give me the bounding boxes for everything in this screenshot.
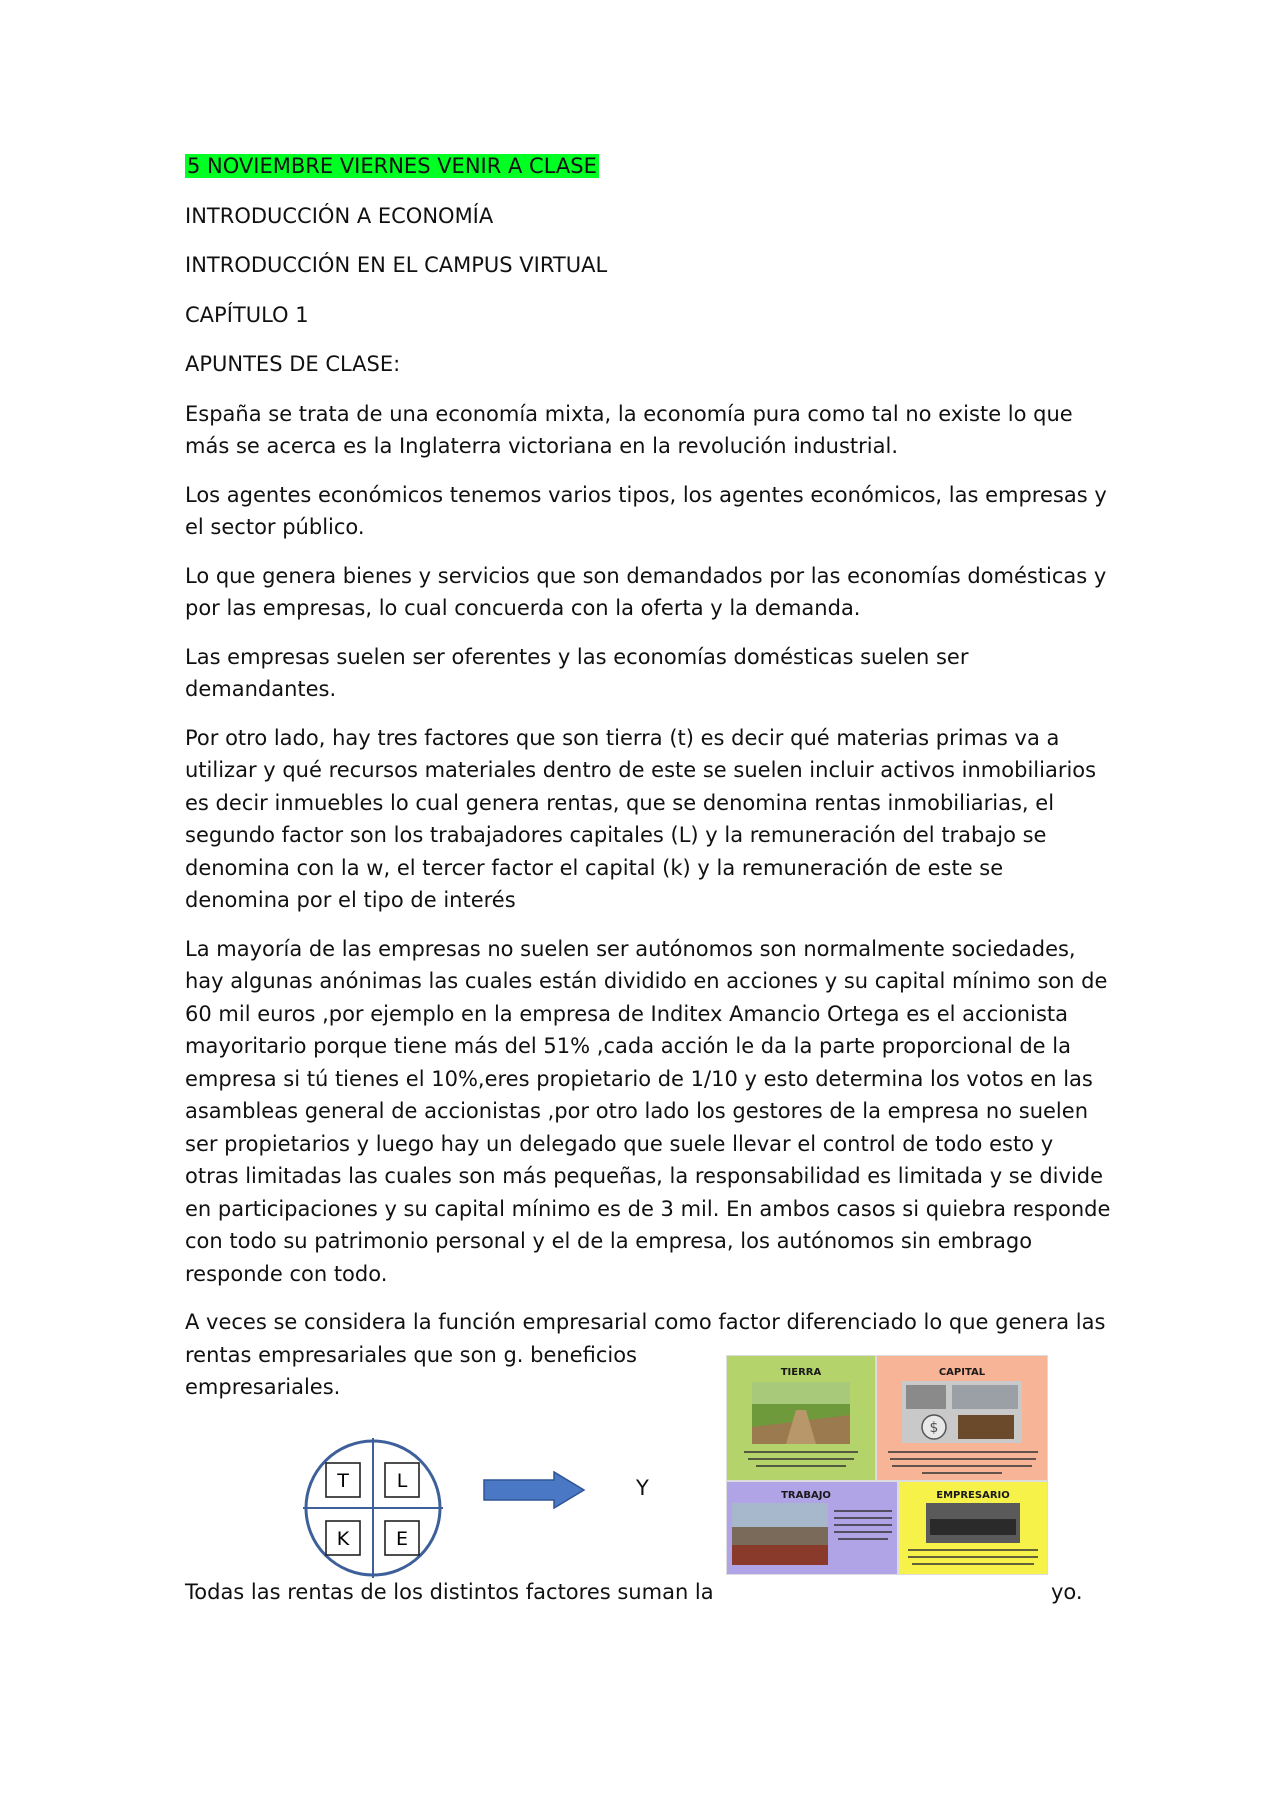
text-line: A veces se considera la función empresarial como factor diferenciado lo que genera las: [185, 1310, 1106, 1334]
final-line-left: Todas las rentas de los distintos factores suman la: [185, 1580, 714, 1604]
letter-l: L: [396, 1470, 408, 1492]
text-line: es decir inmuebles lo cual genera rentas, que se denomina rentas inmobiliarias, el: [185, 790, 1055, 815]
text-line: asambleas general de accionistas ,por otro lado los gestores de la empresa no suelen: [185, 1099, 1088, 1123]
paragraph-factores: [185, 722, 1105, 917]
text-line: ser propietarios y luego hay un delegado que suele llevar el control de todo esto y: [185, 1131, 1054, 1156]
text-line: denomina con la w, el tercer factor el capital (k) y la remuneración de este se: [185, 855, 1004, 880]
header-line-capitulo: CAPÍTULO 1: [185, 302, 309, 327]
text-line: hay algunas anónimas las cuales están dividido en acciones y su capital mínimo son de: [185, 969, 1108, 993]
text-line: más se acerca es la Inglaterra victoriana en la revolución industrial.: [185, 434, 899, 458]
highlighted-text: 5 NOVIEMBRE VIERNES VENIR A CLASE: [187, 154, 597, 178]
factors-of-production-image: [726, 1355, 1048, 1575]
svg-text:$: $: [929, 1420, 939, 1436]
text-line: mayoritario porque tiene más del 51% ,cada acción le da la parte proporcional de la: [185, 1034, 1071, 1058]
text-line: demandantes.: [185, 677, 337, 701]
factors-circle-diagram: [298, 1433, 448, 1583]
text-line: en participaciones y su capital mínimo es de 3 mil. En ambos casos si quiebra responde: [185, 1196, 1111, 1221]
header-line-apuntes: APUNTES DE CLASE:: [185, 352, 401, 376]
text-line: el sector público.: [185, 515, 365, 539]
right-arrow-icon: [482, 1470, 587, 1510]
text-line: Lo que genera bienes y servicios que son demandados por las economías domésticas y: [185, 563, 1107, 588]
text-line: Por otro lado, hay tres factores que son tierra (t) es decir qué materias primas va a: [185, 725, 1060, 750]
text-line: responde con todo.: [185, 1261, 388, 1286]
header-line-intro-economia: INTRODUCCIÓN A ECONOMÍA: [185, 203, 494, 228]
document-page: [185, 150, 1111, 1420]
paragraph-sociedades: [185, 933, 1111, 1291]
letter-t: T: [337, 1470, 349, 1492]
header-line-campus: INTRODUCCIÓN EN EL CAMPUS VIRTUAL: [185, 253, 608, 277]
text-line: por las empresas, lo cual concuerda con la oferta y la demanda.: [185, 596, 861, 620]
text-line: con todo su patrimonio personal y el de la empresa, los autónomos sin embrago: [185, 1229, 1033, 1253]
letter-k: K: [336, 1528, 350, 1550]
text-line: La mayoría de las empresas no suelen ser autónomos son normalmente sociedades,: [185, 936, 1076, 961]
text-line: utilizar y qué recursos materiales dentro de este se suelen incluir activos inmobiliarios: [185, 758, 1097, 782]
final-line-right: yo.: [1051, 1580, 1083, 1604]
paragraph-bienes-servicios: [185, 560, 1105, 625]
text-line: Los agentes económicos tenemos varios tipos, los agentes económicos, las empresas y: [185, 482, 1107, 507]
paragraph-agentes: [185, 479, 1105, 544]
connector-y: Y: [636, 1476, 649, 1500]
header-date-line: [185, 150, 1105, 183]
text-line: Las empresas suelen ser oferentes y las economías domésticas suelen ser: [185, 644, 969, 669]
quadrant-title-empresario: EMPRESARIO: [936, 1490, 1010, 1501]
paragraph-oferentes: [185, 641, 1105, 706]
text-line: segundo factor son los trabajadores capitales (L) y la remuneración del trabajo se: [185, 823, 1047, 847]
text-line: denomina por el tipo de interés: [185, 888, 516, 912]
text-line: rentas empresariales que son g. beneficios: [185, 1342, 638, 1367]
text-line: empresariales.: [185, 1375, 341, 1399]
text-line: España se trata de una economía mixta, la economía pura como tal no existe lo que: [185, 401, 1073, 426]
text-line: otras limitadas las cuales son más pequeñas, la responsabilidad es limitada y se divide: [185, 1164, 1104, 1188]
quadrant-title-trabajo: TRABAJO: [781, 1490, 831, 1501]
letter-e: E: [395, 1528, 409, 1550]
text-line: empresa si tú tienes el 10%,eres propietario de 1/10 y esto determina los votos en las: [185, 1066, 1093, 1091]
text-line: 60 mil euros ,por ejemplo en la empresa de Inditex Amancio Ortega es el accionista: [185, 1001, 1068, 1026]
quadrant-title-tierra: TIERRA: [780, 1367, 822, 1378]
paragraph-economia-mixta: [185, 398, 1105, 463]
quadrant-title-capital: CAPITAL: [938, 1367, 986, 1378]
